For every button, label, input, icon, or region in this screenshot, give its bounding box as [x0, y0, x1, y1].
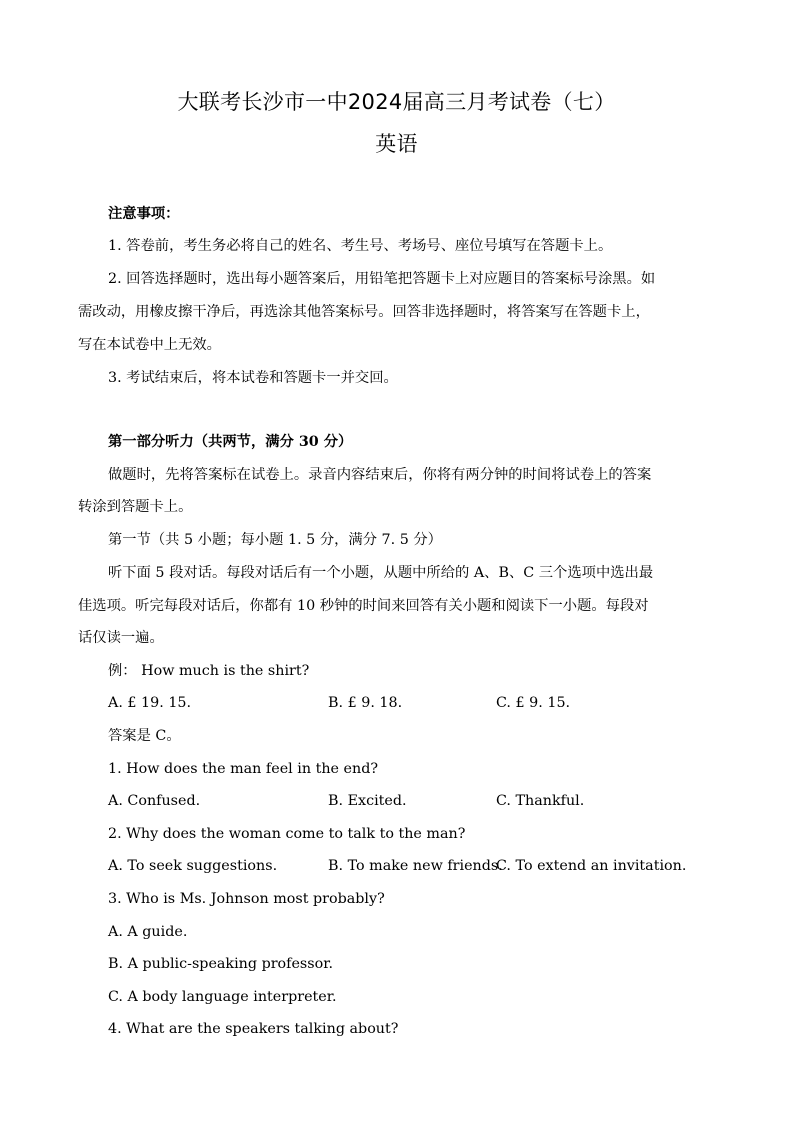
section1-heading: 第一节（共 5 小题；每小题 1. 5 分，满分 7. 5 分） — [108, 532, 442, 548]
question-1-stem: 1. How does the man feel in the end? — [108, 761, 379, 777]
subject-title: 英语 — [375, 132, 418, 156]
question-2-stem: 2. Why does the woman come to talk to the man? — [108, 826, 466, 842]
notice-item-1: 1. 答卷前，考生务必将自己的姓名、考生号、考场号、座位号填写在答题卡上。 — [108, 238, 613, 254]
part1-heading: 第一部分听力（共两节，满分 30 分） — [108, 434, 353, 450]
notice-heading: 注意事项： — [108, 206, 180, 222]
directions-line-3: 话仅读一遍。 — [78, 630, 164, 646]
question-1-option-a: A. Confused. — [108, 793, 201, 809]
question-3-stem: 3. Who is Ms. Johnson most probably? — [108, 891, 385, 907]
notice-item-2: 2. 回答选择题时，选出每小题答案后，用铅笔把答题卡上对应题目的答案标号涂黑。如 — [108, 271, 656, 287]
part1-intro-line-2: 转涂到答题卡上。 — [78, 499, 193, 515]
example-question: 例： How much is the shirt? — [108, 663, 310, 679]
example-option-c: C. £ 9. 15. — [496, 695, 571, 711]
example-option-b: B. £ 9. 18. — [328, 695, 403, 711]
question-1-option-b: B. Excited. — [328, 793, 407, 809]
question-3-option-c: C. A body language interpreter. — [108, 989, 337, 1005]
directions-line-1: 听下面 5 段对话。每段对话后有一个小题，从题中所给的 A、B、C 三个选项中选出最 — [108, 565, 654, 581]
question-2-option-b: B. To make new friends. — [328, 858, 503, 874]
question-3-option-b: B. A public-speaking professor. — [108, 956, 334, 972]
question-4-stem: 4. What are the speakers talking about? — [108, 1021, 399, 1037]
question-2-option-a: A. To seek suggestions. — [108, 858, 278, 874]
directions-line-2: 佳选项。听完每段对话后，你都有 10 秒钟的时间来回答有关小题和阅读下一小题。每段对 — [78, 598, 649, 614]
example-option-a: A. £ 19. 15. — [108, 695, 192, 711]
question-3-option-a: A. A guide. — [108, 924, 188, 940]
notice-item-2-cont: 需改动，用橡皮擦干净后，再选涂其他答案标号。回答非选择题时，将答案写在答题卡上， — [78, 304, 650, 320]
question-2-option-c: C. To extend an invitation. — [496, 858, 687, 874]
exam-title: 大联考长沙市一中2024届高三月考试卷（七） — [177, 90, 616, 114]
question-1-option-c: C. Thankful. — [496, 793, 585, 809]
notice-item-2-end: 写在本试卷中上无效。 — [78, 337, 221, 353]
notice-item-3: 3. 考试结束后，将本试卷和答题卡一并交回。 — [108, 370, 398, 386]
example-answer: 答案是 C。 — [108, 728, 181, 744]
part1-intro-line-1: 做题时，先将答案标在试卷上。录音内容结束后，你将有两分钟的时间将试卷上的答案 — [108, 467, 652, 483]
